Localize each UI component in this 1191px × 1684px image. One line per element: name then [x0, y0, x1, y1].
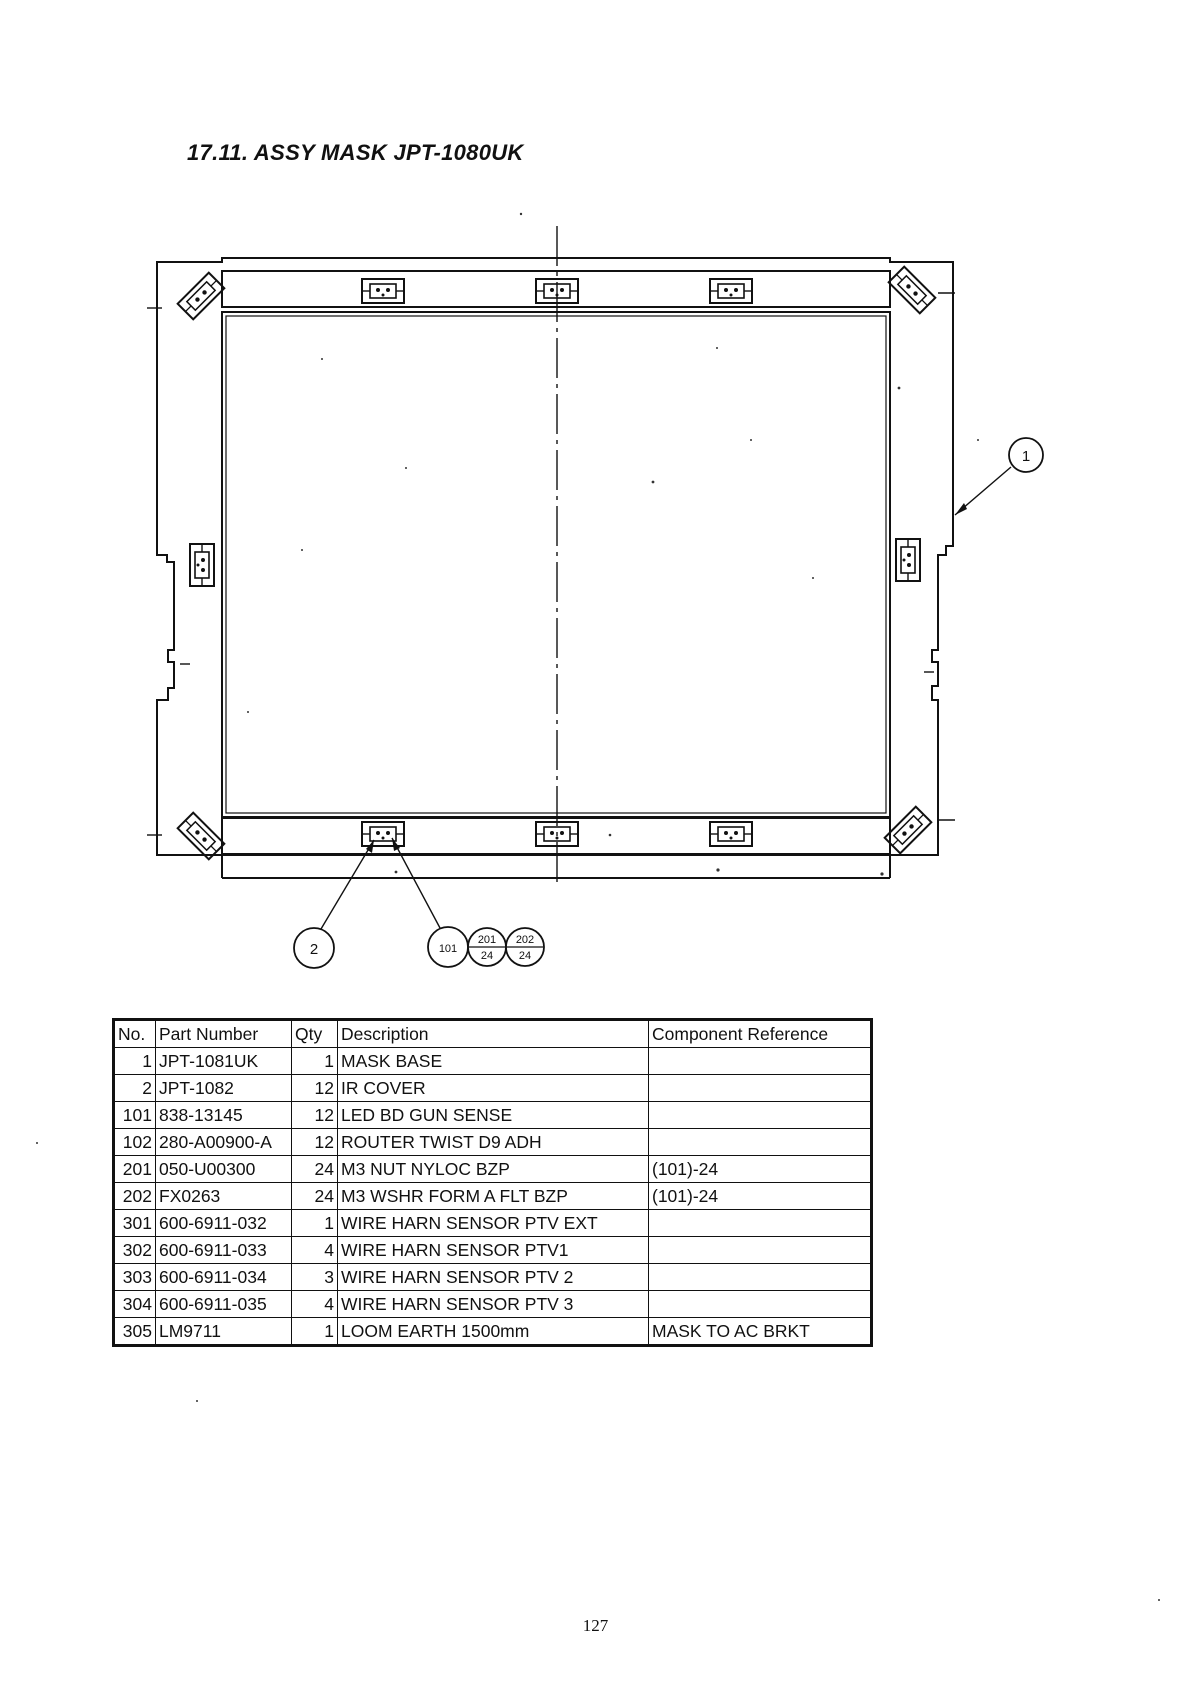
- cell-part-number: 600-6911-035: [156, 1291, 292, 1318]
- cell-qty: 3: [292, 1264, 338, 1291]
- table-row: [114, 1237, 872, 1264]
- cell-no: 2: [114, 1075, 156, 1102]
- cell-part-number: 600-6911-034: [156, 1264, 292, 1291]
- cell-description: WIRE HARN SENSOR PTV EXT: [338, 1210, 649, 1237]
- callout-qty-201: 24: [480, 950, 494, 962]
- cell-no: 101: [114, 1102, 156, 1129]
- corner-bracket-bottom-right: [885, 807, 932, 854]
- cell-component-reference: [649, 1210, 872, 1237]
- callout-label-101: 101: [438, 943, 458, 955]
- cell-qty: 24: [292, 1156, 338, 1183]
- callout-item-1: [955, 438, 1043, 515]
- cell-qty: 1: [292, 1210, 338, 1237]
- cell-component-reference: (101)-24: [649, 1156, 872, 1183]
- cell-description: MASK BASE: [338, 1048, 649, 1075]
- cell-part-number: LM9711: [156, 1318, 292, 1346]
- cell-part-number: 050-U00300: [156, 1156, 292, 1183]
- cell-no: 201: [114, 1156, 156, 1183]
- cell-no: 302: [114, 1237, 156, 1264]
- corner-bracket-top-left: [178, 273, 225, 320]
- cell-component-reference: [649, 1237, 872, 1264]
- table-row: [114, 1183, 872, 1210]
- table-row: [114, 1129, 872, 1156]
- cell-qty: 12: [292, 1102, 338, 1129]
- cell-description: WIRE HARN SENSOR PTV1: [338, 1237, 649, 1264]
- header-no: No.: [114, 1020, 156, 1048]
- table-row: [114, 1075, 872, 1102]
- cell-part-number: JPT-1081UK: [156, 1048, 292, 1075]
- cell-description: LED BD GUN SENSE: [338, 1102, 649, 1129]
- table-row: [114, 1264, 872, 1291]
- cell-component-reference: [649, 1048, 872, 1075]
- cell-no: 301: [114, 1210, 156, 1237]
- cell-part-number: 280-A00900-A: [156, 1129, 292, 1156]
- cell-qty: 4: [292, 1291, 338, 1318]
- cell-component-reference: MASK TO AC BRKT: [649, 1318, 872, 1346]
- corner-bracket-bottom-left: [178, 813, 225, 860]
- parts-list-table: [112, 1018, 873, 1347]
- cell-description: WIRE HARN SENSOR PTV 3: [338, 1291, 649, 1318]
- table-row: [114, 1156, 872, 1183]
- table-row: [114, 1210, 872, 1237]
- cell-component-reference: (101)-24: [649, 1183, 872, 1210]
- cell-no: 304: [114, 1291, 156, 1318]
- cell-no: 1: [114, 1048, 156, 1075]
- callout-label-2: 2: [309, 941, 319, 958]
- scan-specks: [36, 213, 1160, 1601]
- callout-item-2: [294, 840, 374, 968]
- ir-cover-top-right: [710, 279, 752, 303]
- ir-cover-bottom-left: [362, 822, 404, 846]
- cell-component-reference: [649, 1102, 872, 1129]
- cell-description: M3 NUT NYLOC BZP: [338, 1156, 649, 1183]
- ir-cover-top-left: [362, 279, 404, 303]
- header-part-number: Part Number: [156, 1020, 292, 1048]
- page-number: 127: [582, 1616, 609, 1635]
- cell-description: IR COVER: [338, 1075, 649, 1102]
- header-description: Description: [338, 1020, 649, 1048]
- cell-part-number: 600-6911-033: [156, 1237, 292, 1264]
- cell-qty: 1: [292, 1048, 338, 1075]
- cell-qty: 1: [292, 1318, 338, 1346]
- mask-base-outline: [157, 258, 953, 878]
- cell-qty: 12: [292, 1075, 338, 1102]
- cell-no: 202: [114, 1183, 156, 1210]
- cell-component-reference: [649, 1291, 872, 1318]
- callout-qty-202: 24: [518, 950, 532, 962]
- cell-description: LOOM EARTH 1500mm: [338, 1318, 649, 1346]
- cell-qty: 12: [292, 1129, 338, 1156]
- cell-part-number: 600-6911-032: [156, 1210, 292, 1237]
- cell-component-reference: [649, 1264, 872, 1291]
- cell-qty: 24: [292, 1183, 338, 1210]
- corner-bracket-top-right: [889, 267, 936, 314]
- callout-item-101-group: [392, 838, 544, 967]
- cell-no: 305: [114, 1318, 156, 1346]
- table-row: [114, 1048, 872, 1075]
- callout-label-201: 201: [477, 934, 497, 946]
- ir-cover-right-side: [896, 539, 920, 581]
- cell-part-number: FX0263: [156, 1183, 292, 1210]
- cell-part-number: 838-13145: [156, 1102, 292, 1129]
- table-header-row: [114, 1020, 872, 1048]
- ir-cover-bottom-right: [710, 822, 752, 846]
- cell-no: 102: [114, 1129, 156, 1156]
- table-row: [114, 1318, 872, 1346]
- cell-no: 303: [114, 1264, 156, 1291]
- header-qty: Qty: [292, 1020, 338, 1048]
- table-row: [114, 1102, 872, 1129]
- table-row: [114, 1291, 872, 1318]
- ir-cover-left-side: [190, 544, 214, 586]
- cell-component-reference: [649, 1129, 872, 1156]
- header-component-reference: Component Reference: [649, 1020, 872, 1048]
- callout-label-1: 1: [1021, 448, 1031, 465]
- cell-description: M3 WSHR FORM A FLT BZP: [338, 1183, 649, 1210]
- cell-description: WIRE HARN SENSOR PTV 2: [338, 1264, 649, 1291]
- outline-tick-marks: [147, 293, 955, 835]
- cell-description: ROUTER TWIST D9 ADH: [338, 1129, 649, 1156]
- cell-component-reference: [649, 1075, 872, 1102]
- cell-qty: 4: [292, 1237, 338, 1264]
- section-title: 17.11. ASSY MASK JPT-1080UK: [187, 140, 524, 165]
- cell-part-number: JPT-1082: [156, 1075, 292, 1102]
- callout-label-202: 202: [515, 934, 535, 946]
